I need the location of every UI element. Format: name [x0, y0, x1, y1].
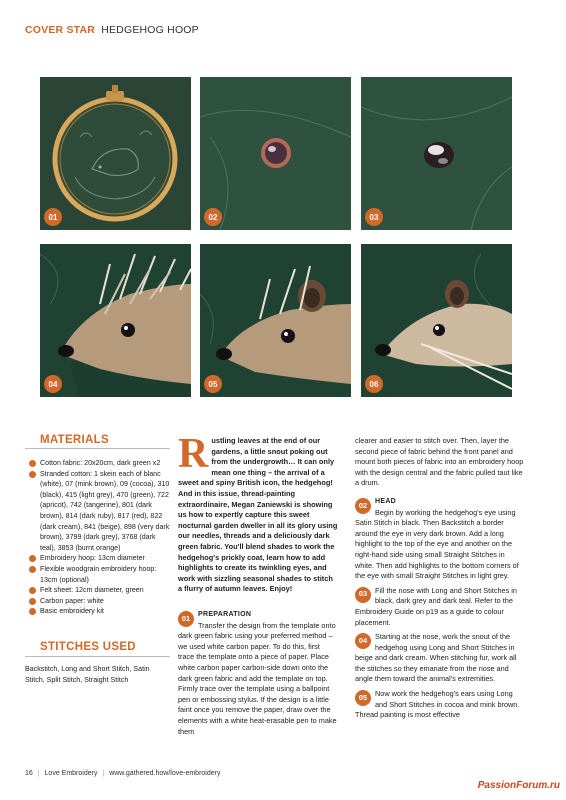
magazine-url[interactable]: www.gathered.how/love-embroidery — [109, 770, 221, 777]
step-text: Starting at the nose, work the snout of the hedgehog using Long and Short Stitches in beige and dark cream. When stitching fur, work all the stitches so they emanate from the nose and angle them toward the animal's extremities. — [355, 632, 517, 684]
header-subtitle: HEDGEHOG HOOP — [101, 24, 199, 36]
intro-paragraph — [178, 431, 338, 595]
step-01 — [178, 610, 338, 737]
photo-step-02 — [200, 77, 351, 230]
hedgehog-snout-illustration — [361, 244, 512, 397]
magazine-name: Love Embroidery — [44, 770, 98, 777]
eye-border-illustration — [361, 77, 512, 230]
list-item: Felt sheet: 12cm diameter, green — [40, 585, 170, 596]
list-item: Cotton fabric: 20x20cm, dark green x2 — [40, 458, 170, 469]
photo-step-05 — [200, 244, 351, 397]
leaf-bullet-icon — [29, 608, 36, 615]
materials-list — [40, 458, 170, 617]
photo-number-badge: 04 — [44, 375, 62, 393]
leaf-bullet-icon — [29, 587, 36, 594]
leaf-bullet-icon — [29, 598, 36, 605]
step-text: Fill the nose with Long and Short Stitches in black, dark grey and dark teal. Refer to the Embroidery Guide on p19 as a guide to colour placement. — [355, 585, 517, 627]
step-05 — [355, 689, 525, 721]
list-item: Flexible woodgrain embroidery hoop: 13cm (optional) — [40, 564, 170, 585]
photo-step-06 — [361, 244, 512, 397]
photo-step-03 — [361, 77, 512, 230]
step-number-badge: 01 — [178, 611, 194, 627]
step-heading: HEAD — [375, 497, 397, 505]
step-heading: PREPARATION — [198, 611, 252, 618]
leaf-bullet-icon — [29, 566, 36, 573]
stitches-text: Backstitch, Long and Short Stitch, Satin Stitch, Split Stitch, Straight Stitch — [25, 665, 150, 684]
photo-step-04 — [40, 244, 191, 397]
header-kicker: COVER STAR — [25, 24, 96, 36]
photo-number-badge: 02 — [204, 208, 222, 226]
page-footer: 16 | Love Embroidery | www.gathered.how/love-embroidery — [25, 770, 221, 777]
step-text: Transfer the design from the template onto dark green fabric using your preferred method – we used white carbon paper. To do this, first trace the template onto a piece of paper. Place white carbon paper carbon-side down onto the dark green fabric and add the template on top. Firmly trace over the template using a ballpoint pen or embossing stylus. If the design is a little faint once you remove the paper, draw over the elements with a white heat-erasable pen to make them — [178, 620, 337, 736]
list-item: Basic embroidery kit — [40, 606, 170, 617]
materials-title: MATERIALS — [40, 434, 109, 446]
photo-number-badge: 03 — [365, 208, 383, 226]
step-03 — [355, 586, 525, 628]
photo-step-01 — [40, 77, 191, 230]
materials-divider — [25, 448, 170, 449]
right-column — [355, 436, 525, 721]
hedgehog-head-illustration — [40, 244, 191, 397]
step-number-badge: 04 — [355, 633, 371, 649]
leaf-bullet-icon — [29, 555, 36, 562]
step-number-badge: 02 — [355, 498, 371, 514]
watermark: PassionForum.ru — [477, 780, 560, 791]
step-01-continued: clearer and easier to stitch over. Then, layer the second piece of fabric behind the front panel and mount both pieces of fabric into an embroidery hoop with the design central and the fabric pulled taut like a drum. — [355, 436, 524, 488]
step-04 — [355, 632, 525, 685]
photo-number-badge: 01 — [44, 208, 62, 226]
step-text: Now work the hedgehog's ears using Long and Short Stitches in cocoa and mink brown. Thread painting is most effective — [355, 689, 520, 720]
stitches-title: STITCHES USED — [40, 641, 136, 653]
intro-text: ustling leaves at the end of our gardens, a little snout poking out from the undergrowth… It can only mean one thing – the arrival of a sweet and spiny British icon, the hedgehog! And in this issue, thread-painting extraordinaire, Megan Zaniewski is showing us how to expertly capture this sweet nocturnal garden dweller in all its glory using our needles, threads and a deliciously dark green fabric. You'll blend shades to work the hedgehog's prickly coat, learn how to add highlights to create its twinkling eyes, and work with sizzling seasonal shades to stitch a flurry of autumn leaves. Enjoy! — [178, 436, 338, 594]
drop-cap: R — [178, 431, 209, 477]
hedgehog-ears-illustration — [200, 244, 351, 397]
eye-stitch-illustration — [200, 77, 351, 230]
list-item: Stranded cotton: 1 skein each of blanc (white), 07 (mink brown), 09 (cocoa), 310 (black), 415 (light grey), 470 (green), 722 (apricot), 742 (tangerine), 801 (dark brown), 814 (dark ruby), 817 (red), 822 (dark cream), 841 (beige), 898 (very dark brown), 3799 (dark grey), 3768 (dark teal), 3853 (burnt orange) — [40, 469, 170, 554]
photo-number-badge: 06 — [365, 375, 383, 393]
leaf-bullet-icon — [29, 471, 36, 478]
list-item: Embroidery hoop: 13cm diameter — [40, 553, 170, 564]
step-number-badge: 05 — [355, 690, 371, 706]
stitches-divider — [25, 656, 170, 657]
page-header — [25, 24, 199, 36]
photo-number-badge: 05 — [204, 375, 222, 393]
page-number: 16 — [25, 770, 33, 777]
step-02 — [355, 497, 525, 582]
step-number-badge: 03 — [355, 587, 371, 603]
step-text: Begin by working the hedgehog's eye using Satin Stitch in black. Then Backstitch a border around the eye in very dark brown. Add a long highlight to the top of the eye and another on the right-hand side using small Straight Stitches in white. Then add highlights to the bottom corners of the eye with small Straight Stitches in light grey. — [355, 507, 519, 581]
hoop-illustration — [40, 77, 191, 230]
list-item: Carbon paper: white — [40, 596, 170, 607]
leaf-bullet-icon — [29, 460, 36, 467]
